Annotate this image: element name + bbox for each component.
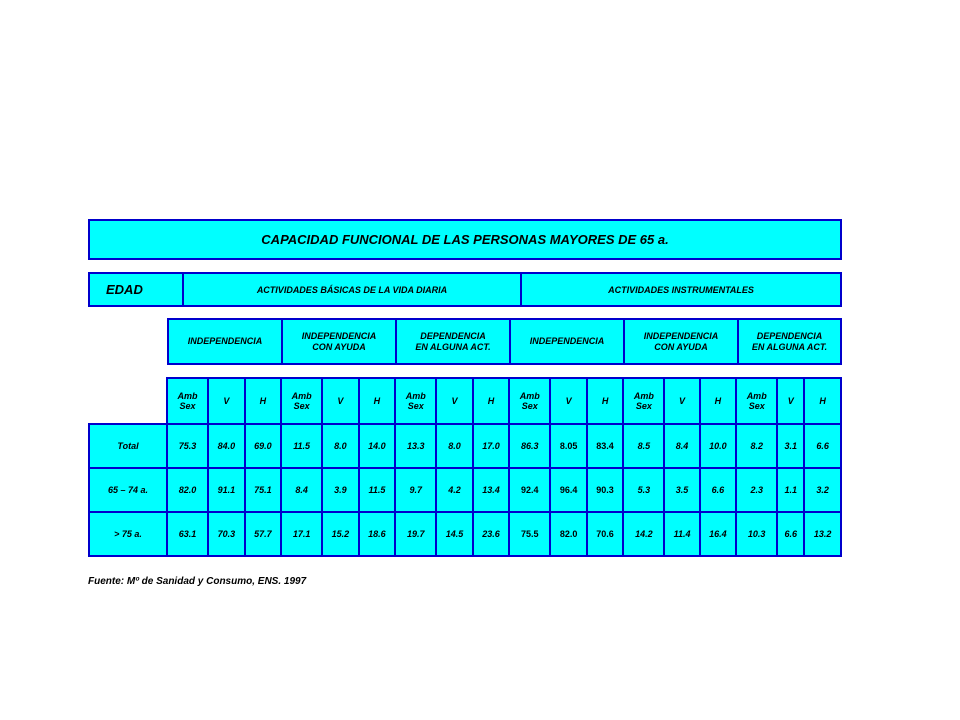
table-cell: 6.6 bbox=[700, 468, 736, 512]
table-cell: 23.6 bbox=[473, 512, 509, 556]
col-header-v: V bbox=[208, 378, 244, 424]
group-header-row bbox=[88, 272, 842, 307]
table-cell: 75.3 bbox=[167, 424, 208, 468]
table-cell: 91.1 bbox=[208, 468, 244, 512]
subheader-con-ayuda-basic: INDEPENDENCIA CON AYUDA bbox=[282, 319, 396, 364]
subheader-independencia-instr: INDEPENDENCIA bbox=[510, 319, 624, 364]
subheader-dependencia-basic: DEPENDENCIA EN ALGUNA ACT. bbox=[396, 319, 510, 364]
table-cell: 75.5 bbox=[509, 512, 550, 556]
table-title: CAPACIDAD FUNCIONAL DE LAS PERSONAS MAYORES DE 65 a. bbox=[88, 219, 842, 260]
table-cell: 82.0 bbox=[550, 512, 586, 556]
column-header-row bbox=[89, 378, 841, 424]
table-row bbox=[89, 468, 841, 512]
col-header-h: H bbox=[359, 378, 395, 424]
col-header-h: H bbox=[804, 378, 841, 424]
subgroup-header-row bbox=[167, 318, 842, 365]
col-header-v: V bbox=[777, 378, 804, 424]
table-cell: 8.05 bbox=[550, 424, 586, 468]
col-header-amb-sex: Amb Sex bbox=[736, 378, 777, 424]
table-cell: 17.1 bbox=[281, 512, 322, 556]
col-header-h: H bbox=[587, 378, 623, 424]
blank-corner bbox=[89, 378, 167, 424]
edad-header: EDAD bbox=[89, 273, 183, 306]
table-cell: 13.3 bbox=[395, 424, 436, 468]
table-cell: 4.2 bbox=[436, 468, 472, 512]
table-cell: 8.4 bbox=[664, 424, 699, 468]
col-header-amb-sex: Amb Sex bbox=[509, 378, 550, 424]
subheader-independencia-basic: INDEPENDENCIA bbox=[168, 319, 282, 364]
table-cell: 14.2 bbox=[623, 512, 664, 556]
table-cell: 14.5 bbox=[436, 512, 472, 556]
table-cell: 15.2 bbox=[322, 512, 358, 556]
table-cell: 8.2 bbox=[736, 424, 777, 468]
table-cell: 16.4 bbox=[700, 512, 736, 556]
table-cell: 11.4 bbox=[664, 512, 699, 556]
table-cell: 82.0 bbox=[167, 468, 208, 512]
table-cell: 63.1 bbox=[167, 512, 208, 556]
col-header-h: H bbox=[700, 378, 736, 424]
table-cell: 9.7 bbox=[395, 468, 436, 512]
table-cell: 86.3 bbox=[509, 424, 550, 468]
table-cell: 1.1 bbox=[777, 468, 804, 512]
row-label: > 75 a. bbox=[89, 512, 167, 556]
table-cell: 11.5 bbox=[359, 468, 395, 512]
table-cell: 96.4 bbox=[550, 468, 586, 512]
table-cell: 2.3 bbox=[736, 468, 777, 512]
row-label: 65 – 74 a. bbox=[89, 468, 167, 512]
col-header-amb-sex: Amb Sex bbox=[623, 378, 664, 424]
table-cell: 11.5 bbox=[281, 424, 322, 468]
table-cell: 8.0 bbox=[436, 424, 472, 468]
table-cell: 13.2 bbox=[804, 512, 841, 556]
subheader-dependencia-instr: DEPENDENCIA EN ALGUNA ACT. bbox=[738, 319, 841, 364]
subheader-con-ayuda-instr: INDEPENDENCIA CON AYUDA bbox=[624, 319, 738, 364]
table-cell: 8.5 bbox=[623, 424, 664, 468]
table-cell: 6.6 bbox=[777, 512, 804, 556]
table-row bbox=[89, 424, 841, 468]
table-cell: 10.3 bbox=[736, 512, 777, 556]
table-cell: 10.0 bbox=[700, 424, 736, 468]
table-cell: 8.0 bbox=[322, 424, 358, 468]
col-header-h: H bbox=[245, 378, 281, 424]
table-cell: 6.6 bbox=[804, 424, 841, 468]
table-row bbox=[89, 512, 841, 556]
col-header-amb-sex: Amb Sex bbox=[395, 378, 436, 424]
row-label: Total bbox=[89, 424, 167, 468]
table-cell: 19.7 bbox=[395, 512, 436, 556]
table-cell: 69.0 bbox=[245, 424, 281, 468]
table-cell: 70.3 bbox=[208, 512, 244, 556]
table-cell: 14.0 bbox=[359, 424, 395, 468]
table-cell: 3.5 bbox=[664, 468, 699, 512]
col-header-amb-sex: Amb Sex bbox=[167, 378, 208, 424]
col-header-h: H bbox=[473, 378, 509, 424]
table-cell: 75.1 bbox=[245, 468, 281, 512]
col-header-amb-sex: Amb Sex bbox=[281, 378, 322, 424]
table-cell: 3.2 bbox=[804, 468, 841, 512]
col-header-v: V bbox=[436, 378, 472, 424]
source-note: Fuente: Mº de Sanidad y Consumo, ENS. 1997 bbox=[88, 576, 307, 587]
table-cell: 90.3 bbox=[587, 468, 623, 512]
table-cell: 13.4 bbox=[473, 468, 509, 512]
col-header-v: V bbox=[664, 378, 699, 424]
table-cell: 3.9 bbox=[322, 468, 358, 512]
table-cell: 57.7 bbox=[245, 512, 281, 556]
table-cell: 70.6 bbox=[587, 512, 623, 556]
table-cell: 92.4 bbox=[509, 468, 550, 512]
instrumental-activities-header: ACTIVIDADES INSTRUMENTALES bbox=[521, 273, 841, 306]
table-cell: 84.0 bbox=[208, 424, 244, 468]
col-header-v: V bbox=[550, 378, 586, 424]
table-cell: 83.4 bbox=[587, 424, 623, 468]
table-cell: 8.4 bbox=[281, 468, 322, 512]
table-cell: 3.1 bbox=[777, 424, 804, 468]
data-table bbox=[88, 377, 842, 557]
table-cell: 17.0 bbox=[473, 424, 509, 468]
col-header-v: V bbox=[322, 378, 358, 424]
table-cell: 18.6 bbox=[359, 512, 395, 556]
table-cell: 5.3 bbox=[623, 468, 664, 512]
basic-activities-header: ACTIVIDADES BÁSICAS DE LA VIDA DIARIA bbox=[183, 273, 521, 306]
